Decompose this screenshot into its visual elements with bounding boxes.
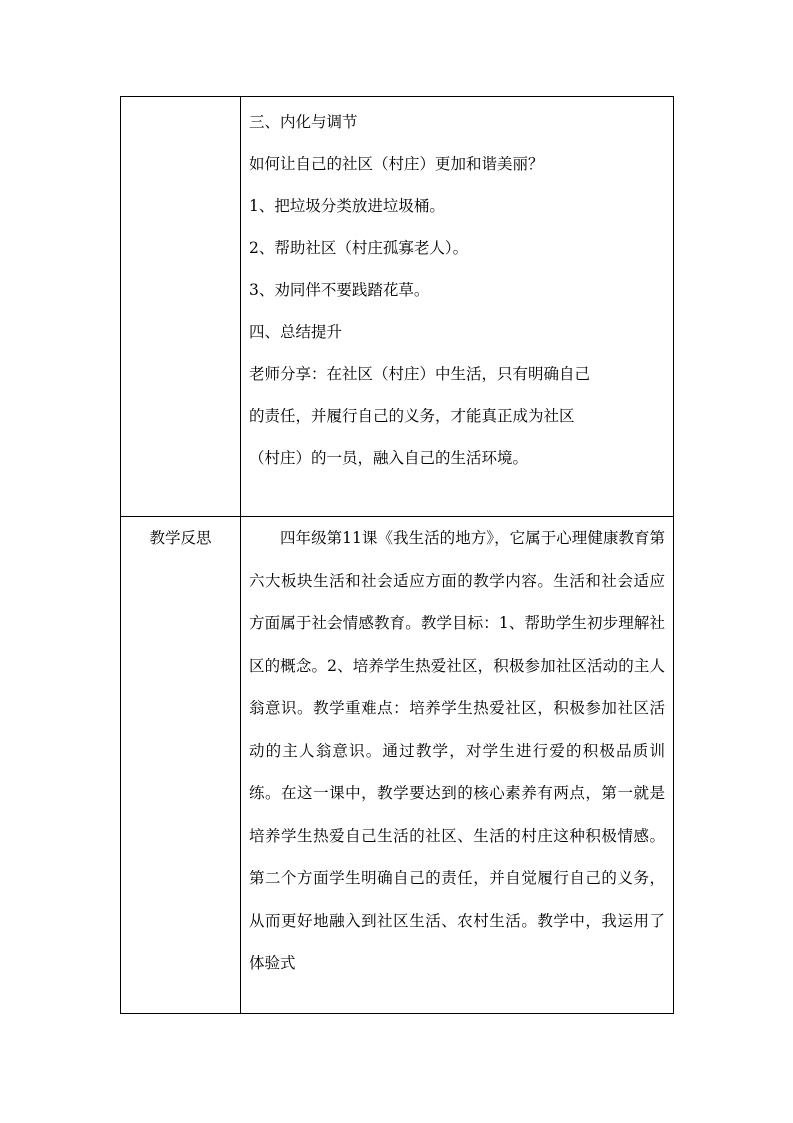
reflection-text: 四年级第11课《我生活的地方》，它属于心理健康教育第六大板块生活和社会适应方面的教学内容。生活和社会适应方面属于社会情感教育。教学目标：1、帮助学生初步理解社区的概念。2、培养学生热爱社区，积极参加社区活动的主人翁意识。教学重难点：培养学生热爱社区，积极参加社区活动的主人翁意识。通过教学，对学生进行爱的积极品质训练。在这一课中，教学要达到的核心素养有两点，第一就是培养学生热爱自己生活的社区、生活的村庄这种积极情感。第二个方面学生明确自己的责任，并自觉履行自己的义务，从而更好地融入到社区生活、农村生活。教学中，我运用了体验式 [241,517,674,1014]
reflection-label: 教学反思 [121,517,241,1014]
section-three-question: 如何让自己的社区（村庄）更加和谐美丽？ [249,155,544,173]
summary-line: （村庄）的一员，融入自己的生活环境。 [249,449,529,467]
reflection-row [121,517,674,1014]
summary-line: 老师分享：在社区（村庄）中生活，只有明确自己 [249,365,591,383]
summary-line: 的责任，并履行自己的义务，才能真正成为社区 [249,407,575,425]
teaching-process-row [121,97,674,517]
lesson-plan-table [120,96,674,1014]
list-item: 2、帮助社区（村庄孤寡老人）。 [249,239,469,257]
list-item: 3、劝同伴不要践踏花草。 [249,281,430,299]
section-four-heading: 四、总结提升 [249,323,343,341]
list-item: 1、把垃圾分类放进垃圾桶。 [249,197,445,215]
section-three-heading: 三、内化与调节 [249,113,358,131]
teaching-process-cell [241,97,674,517]
empty-label-cell [121,97,241,517]
